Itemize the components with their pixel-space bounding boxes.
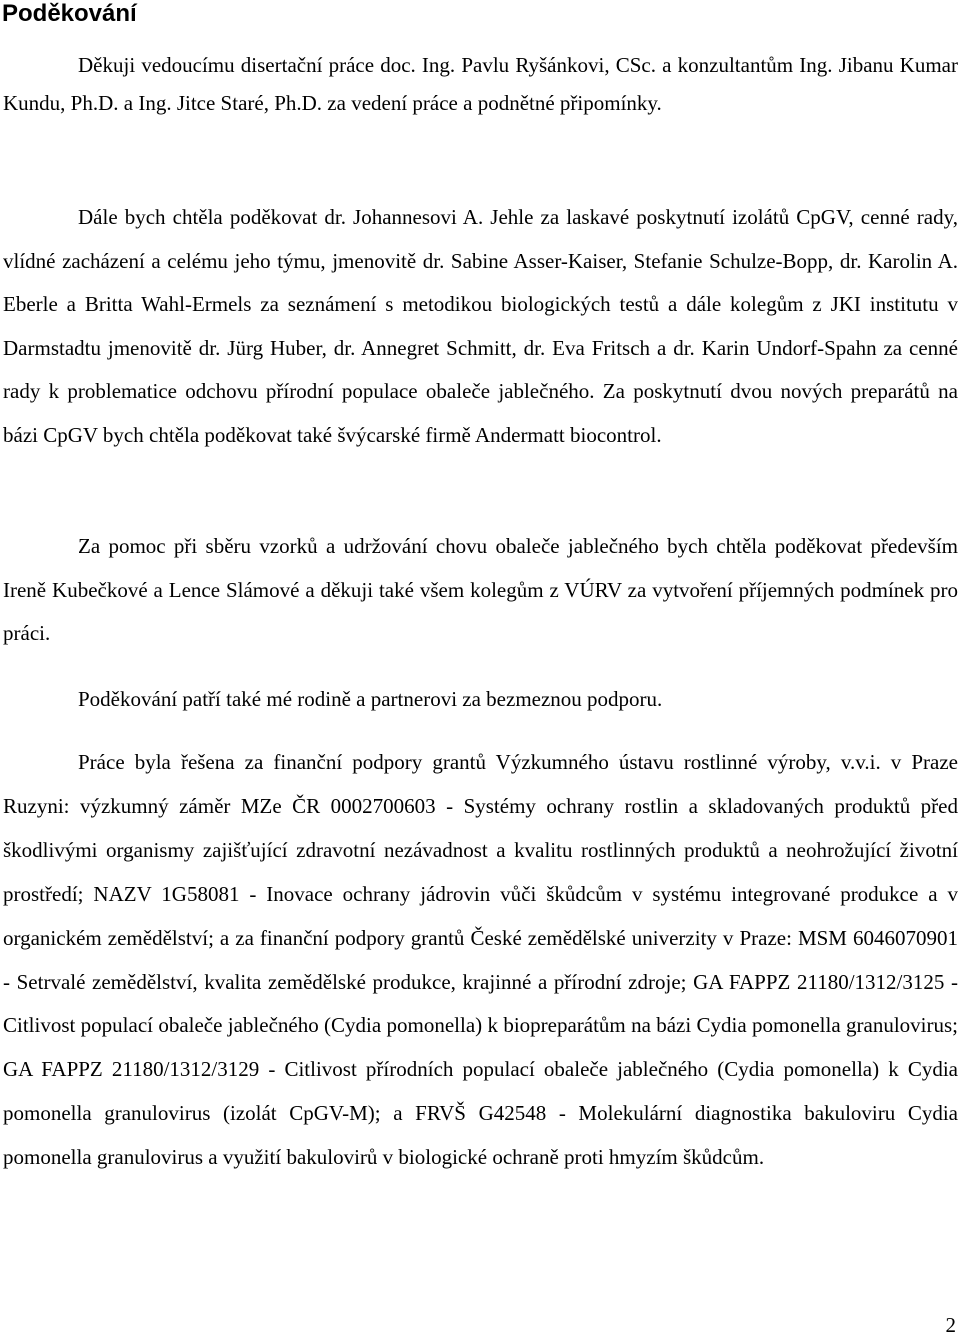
paragraph-colleagues: Za pomoc při sběru vzorků a udržování chovu obaleče jablečného bych chtěla poděkovat především Ireně Kubečkové a Lence Slámové a děkuji také všem kolegům z VÚRV za vytvoření příjemných podmínek pro práci. [3, 534, 958, 646]
paragraph-family: Poděkování patří také mé rodině a partnerovi za bezmeznou podporu. [78, 687, 663, 711]
paragraph-funding: Práce byla řešena za finanční podpory grantů Výzkumného ústavu rostlinné výroby, v.v.i. v Praze Ruzyni: výzkumný záměr MZe ČR 0002700603 - Systémy ochrany rostlin a skladovaných produktů před škodlivými organismy zajišťující zdravotní nezávadnost a kvalitu rostlinných produktů a neohrožující životní prostředí; NAZV 1G58081 - Inovace ochrany jádrovin vůči škůdcům v systému integrované produkce a v organickém zemědělství; a za finanční podpory grantů České zemědělské univerzity v Praze: MSM 6046070901 - Setrvalé zemědělství, kvalita zemědělské produkce, krajinné a přírodní zdroje; GA FAPPZ 21180/1312/3125 - Citlivost populací obaleče jablečného (Cydia pomonella) k biopreparátům na bázi Cydia pomonella granulovirus; GA FAPPZ 21180/1312/3129 - Citlivost přírodních populací obaleče jablečného (Cydia pomonella) k Cydia pomonella granulovirus (izolát CpGV-M); a FRVŠ G42548 - Molekulární diagnostika bakuloviru Cydia pomonella granulovirus a využití bakulovirů v biologické ochraně proti hmyzím škůdcům. [3, 750, 958, 1170]
page-number: 2 [945, 1313, 956, 1337]
page-title: Poděkování [2, 0, 137, 27]
paragraph-supervisors: Děkuji vedoucímu disertační práce doc. Ing. Pavlu Ryšánkovi, CSc. a konzultantům Ing. Jibanu Kumar Kundu, Ph.D. a Ing. Jitce Staré, Ph.D. za vedení práce a podnětné připomínky. [3, 53, 958, 115]
paragraph-jki-thanks: Dále bych chtěla poděkovat dr. Johannesovi A. Jehle za laskavé poskytnutí izolátů CpGV, cenné rady, vlídné zacházení a celému jeho týmu, jmenovitě dr. Sabine Asser-Kaiser, Stefanie Schulze-Bopp, dr. Karolin A. Eberle a Britta Wahl-Ermels za seznámení s metodikou biologických testů a dále kolegům z JKI institutu v Darmstadtu jmenovitě dr. Jürg Huber, dr. Annegret Schmitt, dr. Eva Fritsch a dr. Karin Undorf-Spahn za cenné rady k problematice odchovu přírodní populace obaleče jablečného. Za poskytnutí dvou nových preparátů na bázi CpGV bych chtěla poděkovat také švýcarské firmě Andermatt biocontrol. [3, 205, 958, 447]
